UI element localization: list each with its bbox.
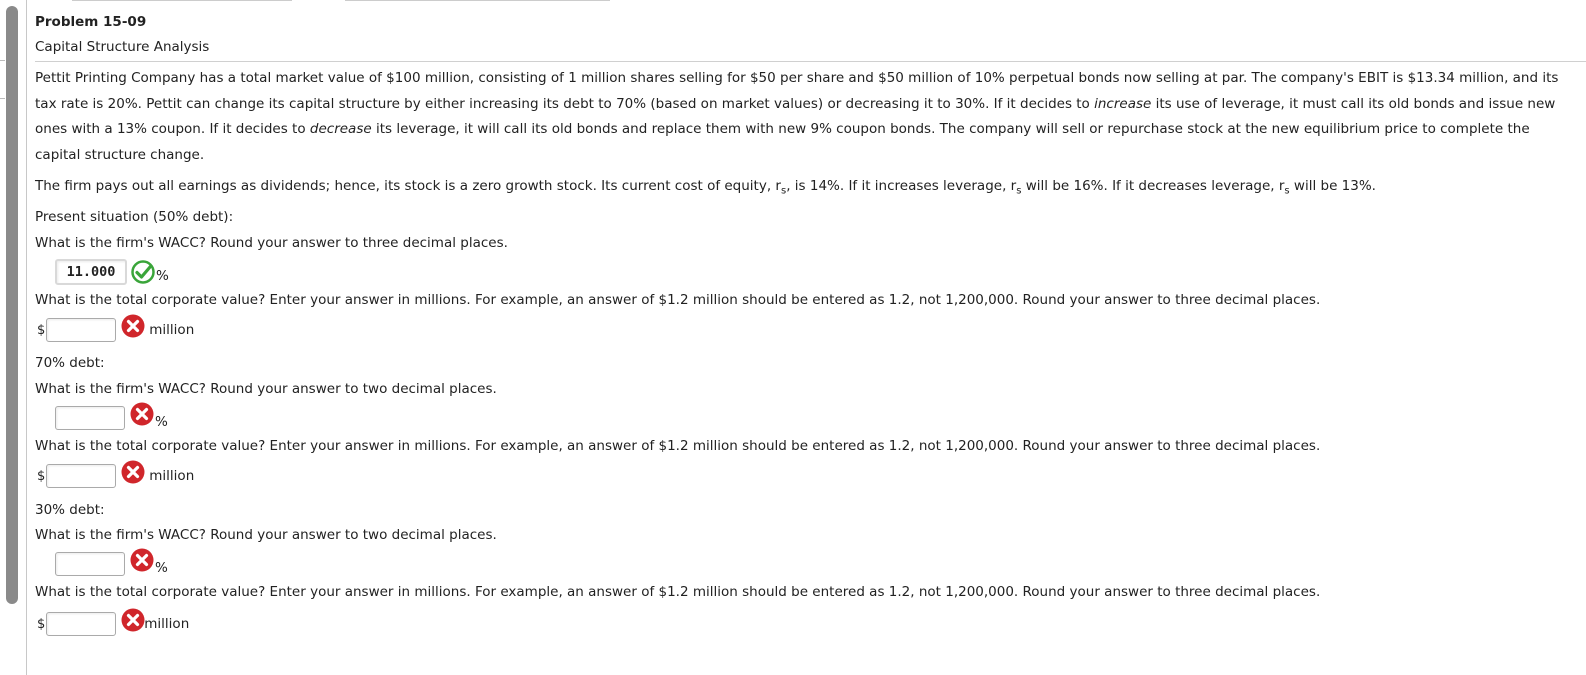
value-question-70: What is the total corporate value? Enter your answer in millions. For example, an answer of $1.2 million should be entered as 1.2, not 1,200,000. Round your answer to three decimal places. — [35, 438, 1321, 454]
value-question-present: What is the total corporate value? Enter your answer in millions. For example, an answer of $1.2 million should be entered as 1.2, not 1,200,000. Round your answer to three decimal places. — [35, 292, 1321, 308]
top-divider — [345, 0, 610, 1]
x-circle-icon — [120, 313, 146, 339]
divider — [35, 61, 1586, 62]
scroll-tick — [0, 60, 5, 61]
x-circle-icon — [129, 401, 155, 427]
wacc-input-30[interactable] — [55, 552, 125, 576]
section-heading-present: Present situation (50% debt): — [35, 209, 234, 225]
wacc-input-present[interactable]: 11.000 — [55, 259, 127, 285]
section-heading-30: 30% debt: — [35, 502, 105, 518]
question-panel — [26, 0, 1586, 675]
value-input-70[interactable] — [46, 464, 116, 488]
dollar-sign: $ — [37, 322, 46, 338]
wacc-answer-row-30 — [55, 550, 168, 578]
dollar-sign: $ — [37, 616, 46, 632]
wacc-answer-row-70 — [55, 404, 168, 432]
value-unit-70: million — [149, 468, 195, 484]
problem-statement: Pettit Printing Company has a total market value of $100 million, consisting of 1 million shares selling for $50 per share and $50 million of 10% perpetual bonds now selling at par. The company's EBIT is $13.34 million, and its tax rate is 20%. Pettit can change its capital structure by either increasing its debt to 70% (based on market values) or decreasing it to 30%. If it decides to increase its use of leverage, it must call its old bonds and issue new ones with a 13% coupon. If it decides to decrease its leverage, it will call its old bonds and replace them with new 9% coupon bonds. The company will sell or repurchase stock at the new equilibrium price to complete the capital structure change. — [35, 70, 1559, 164]
wacc-input-70[interactable] — [55, 406, 125, 430]
value-unit-30: million — [144, 616, 190, 632]
value-input-present[interactable] — [46, 318, 116, 342]
value-unit-present: million — [149, 322, 195, 338]
x-circle-icon — [120, 459, 146, 485]
section-heading-70: 70% debt: — [35, 355, 105, 371]
value-answer-row-present — [37, 316, 194, 344]
wacc-unit-30: % — [155, 560, 168, 576]
problem-title: Problem 15-09 — [35, 14, 147, 30]
x-circle-icon — [129, 547, 155, 573]
scroll-tick — [0, 98, 5, 99]
value-answer-row-30 — [37, 610, 189, 638]
dividend-statement: The firm pays out all earnings as dividends; hence, its stock is a zero growth stock. Its current cost of equity, $r_s$, is 14%. If it increases leverage, $r_s$ will be 16%. If it decreases leverage, $r_s$ will be 13%. — [35, 178, 1376, 197]
check-circle-icon — [130, 259, 156, 285]
value-question-30: What is the total corporate value? Enter your answer in millions. For example, an answer of $1.2 million should be entered as 1.2, not 1,200,000. Round your answer to three decimal places. — [35, 584, 1321, 600]
wacc-question-30: What is the firm's WACC? Round your answer to two decimal places. — [35, 527, 497, 543]
wacc-unit-present: % — [156, 268, 169, 284]
dollar-sign: $ — [37, 468, 46, 484]
value-input-30[interactable] — [46, 612, 116, 636]
value-answer-row-70 — [37, 462, 194, 490]
x-circle-icon — [120, 607, 146, 633]
wacc-answer-row-present — [55, 258, 169, 286]
scrollbar-thumb[interactable] — [6, 6, 18, 604]
problem-subtitle: Capital Structure Analysis — [35, 39, 210, 55]
wacc-question-present: What is the firm's WACC? Round your answer to three decimal places. — [35, 235, 508, 251]
wacc-question-70: What is the firm's WACC? Round your answer to two decimal places. — [35, 381, 497, 397]
scrollbar-track[interactable] — [0, 0, 24, 675]
wacc-unit-70: % — [155, 414, 168, 430]
top-divider — [72, 0, 292, 1]
